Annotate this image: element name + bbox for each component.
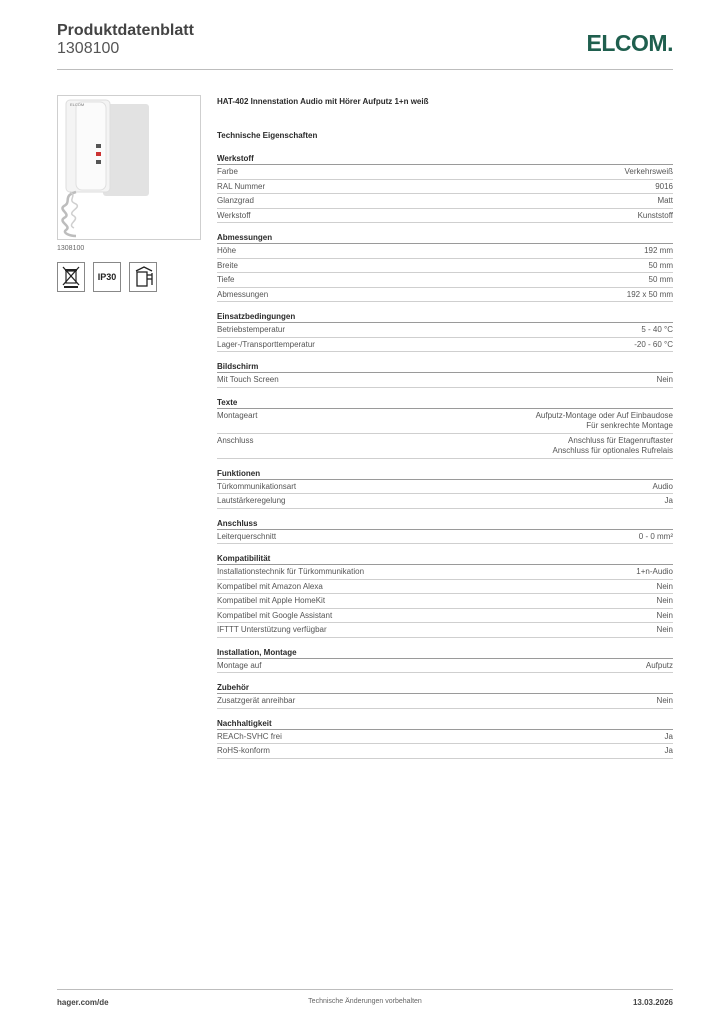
property-value	[639, 532, 673, 543]
property-row	[217, 209, 673, 224]
property-key: RoHS-konform	[217, 746, 270, 755]
property-section	[217, 310, 673, 352]
property-value	[646, 661, 673, 672]
section-title: Texte	[217, 396, 673, 409]
section-title: Funktionen	[217, 467, 673, 480]
property-section	[217, 717, 673, 759]
property-key: Mit Touch Screen	[217, 375, 279, 384]
property-value-line: 0 - 0 mm²	[638, 531, 673, 541]
footer-disclaimer: Technische Änderungen vorbehalten	[308, 998, 422, 1005]
property-value	[641, 325, 673, 336]
property-row	[217, 244, 673, 259]
page-footer	[57, 989, 673, 1013]
property-value-line: Matt	[657, 196, 673, 205]
product-details	[217, 95, 673, 759]
property-row	[217, 494, 673, 509]
product-name: HAT-402 Innenstation Audio mit Hörer Aufputz 1+n weiß	[217, 97, 429, 106]
property-key: Lager-/Transporttemperatur	[217, 339, 315, 349]
footer-date: 13.03.2026	[632, 998, 673, 1007]
property-section	[217, 396, 673, 459]
property-key: Abmessungen	[217, 289, 269, 299]
section-title: Anschluss	[217, 517, 673, 530]
property-value	[638, 211, 673, 222]
property-value-line: Ja	[664, 746, 673, 755]
property-value-line: -20 - 60 °C	[634, 339, 673, 349]
property-value	[625, 167, 673, 178]
property-value-line: 1+n-Audio	[636, 567, 673, 576]
property-value-line: 192 x 50 mm	[626, 289, 673, 299]
property-value	[665, 496, 673, 507]
property-key: Kompatibel mit Amazon Alexa	[217, 581, 323, 591]
property-value	[634, 340, 673, 351]
property-key: Türkommunikationsart	[217, 481, 297, 491]
property-section	[217, 552, 673, 638]
property-value	[657, 625, 673, 636]
section-title: Bildschirm	[217, 360, 673, 373]
property-value-line: Nein	[656, 375, 673, 384]
property-value-line: Ja	[664, 731, 673, 741]
property-value-line: Nein	[656, 625, 673, 634]
property-value-line: Kunststoff	[637, 210, 673, 220]
weee-crossed-bin-icon	[57, 262, 85, 292]
property-row	[217, 530, 673, 545]
property-value-line: Ja	[664, 496, 673, 505]
property-value-line: 5 - 40 °C	[641, 325, 673, 334]
property-key: Leiterquerschnitt	[217, 531, 277, 541]
section-title: Einsatzbedingungen	[217, 310, 673, 323]
certification-icons	[57, 262, 157, 294]
section-title: Werkstoff	[217, 152, 673, 165]
section-title: Nachhaltigkeit	[217, 717, 673, 730]
property-value-line: Nein	[656, 581, 673, 591]
property-key: Installationstechnik für Türkommunikation	[217, 567, 365, 576]
property-row	[217, 180, 673, 195]
section-title: Kompatibilität	[217, 552, 673, 565]
property-value-line: Audio	[652, 481, 673, 491]
surface-mount-icon	[129, 262, 157, 292]
property-value	[657, 375, 673, 386]
property-row	[217, 273, 673, 288]
property-row	[217, 480, 673, 495]
document-title: Produktdatenblatt	[57, 22, 194, 39]
section-title: Installation, Montage	[217, 646, 673, 659]
property-value-line: Nein	[656, 596, 673, 605]
property-value	[552, 436, 673, 457]
intercom-handset-illustration	[58, 96, 200, 239]
property-value-line: 50 mm	[648, 260, 673, 270]
property-value	[657, 596, 673, 607]
property-row	[217, 259, 673, 274]
property-row	[217, 323, 673, 338]
footer-website: hager.com/de	[57, 998, 109, 1007]
property-value-line: Nein	[656, 696, 673, 705]
property-value	[536, 411, 673, 432]
property-row	[217, 609, 673, 624]
property-key: Betriebstemperatur	[217, 325, 286, 334]
document-number: 1308100	[57, 40, 120, 57]
property-key: Kompatibel mit Apple HomeKit	[217, 596, 326, 605]
property-value	[649, 275, 673, 286]
property-key: Höhe	[217, 246, 237, 255]
property-value	[657, 696, 673, 707]
property-row	[217, 565, 673, 580]
property-key: Glanzgrad	[217, 196, 254, 205]
property-row	[217, 730, 673, 745]
property-row	[217, 580, 673, 595]
property-row	[217, 594, 673, 609]
property-row	[217, 434, 673, 459]
property-value	[644, 246, 673, 257]
property-value	[657, 196, 673, 207]
property-key: Breite	[217, 260, 238, 270]
property-value	[657, 582, 673, 593]
section-title: Zubehör	[217, 681, 673, 694]
property-key: Montage auf	[217, 660, 262, 670]
property-value	[665, 732, 673, 743]
property-section	[217, 152, 673, 223]
page-header	[57, 20, 673, 70]
property-value-line: Aufputz-Montage oder Auf Einbaudose	[535, 410, 673, 420]
property-row	[217, 659, 673, 674]
property-row	[217, 744, 673, 759]
brand-logo: ELCOM.	[586, 30, 673, 56]
property-row	[217, 165, 673, 180]
property-value	[627, 290, 673, 301]
device-logo: ELCOM	[70, 102, 85, 107]
property-key: REACh-SVHC frei	[217, 731, 282, 741]
product-image	[57, 95, 201, 240]
property-row	[217, 409, 673, 434]
property-key: Farbe	[217, 167, 238, 176]
property-value	[649, 261, 673, 272]
property-section	[217, 467, 673, 509]
property-section	[217, 681, 673, 709]
property-key: Tiefe	[217, 275, 235, 284]
property-sections	[217, 152, 673, 759]
property-key: IFTTT Unterstützung verfügbar	[217, 625, 327, 634]
property-row	[217, 623, 673, 638]
property-key: Lautstärkeregelung	[217, 496, 286, 505]
property-value-line: 50 mm	[648, 275, 673, 284]
property-value-line: Aufputz	[645, 660, 673, 670]
property-row	[217, 288, 673, 303]
property-value-line: 9016	[655, 181, 673, 191]
property-value-line: Anschluss für optionales Rufrelais	[552, 446, 673, 455]
property-section	[217, 646, 673, 674]
property-section	[217, 360, 673, 388]
property-value	[657, 611, 673, 622]
property-key: Kompatibel mit Google Assistant	[217, 610, 333, 620]
property-key: Montageart	[217, 410, 258, 420]
property-value	[636, 567, 673, 578]
property-row	[217, 373, 673, 388]
property-value-line: Nein	[656, 610, 673, 620]
property-value-line: Anschluss für Etagenruftaster	[568, 435, 673, 445]
property-value	[655, 182, 673, 193]
property-value	[653, 482, 673, 493]
property-value-line: Verkehrsweiß	[624, 167, 673, 176]
property-row	[217, 694, 673, 709]
property-key: Werkstoff	[217, 210, 251, 220]
section-title: Abmessungen	[217, 231, 673, 244]
ip-rating-icon	[93, 262, 121, 292]
product-image-caption: 1308100	[57, 245, 85, 252]
property-value	[665, 746, 673, 757]
property-section	[217, 231, 673, 302]
property-value-line: Für senkrechte Montage	[586, 421, 673, 430]
property-row	[217, 338, 673, 353]
property-row	[217, 194, 673, 209]
ip-rating-label: IP30	[97, 272, 117, 282]
property-key: Zusatzgerät anreihbar	[217, 696, 296, 705]
property-section	[217, 517, 673, 545]
property-key: Anschluss	[217, 435, 254, 445]
properties-heading: Technische Eigenschaften	[217, 131, 318, 140]
property-value-line: 192 mm	[644, 246, 673, 255]
property-key: RAL Nummer	[217, 181, 266, 191]
